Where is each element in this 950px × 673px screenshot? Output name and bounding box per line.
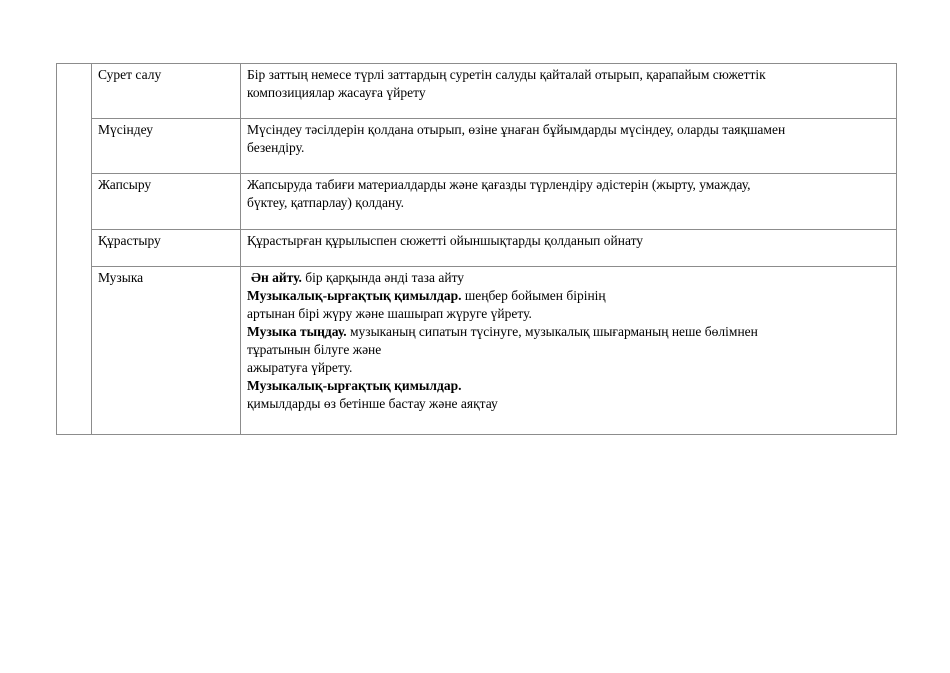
content-line — [247, 323, 891, 341]
topic-heading: Ән айту. — [251, 270, 302, 285]
subject-cell — [92, 64, 241, 119]
subject-label: Жапсыру — [98, 177, 152, 192]
subject-cell — [92, 174, 241, 230]
content-line — [247, 269, 891, 287]
content-line — [247, 341, 891, 359]
content-line: бүктеу, қатпарлау) қолдану. — [247, 195, 404, 210]
left-margin-cell — [57, 64, 92, 435]
table-row-applique — [57, 174, 897, 230]
content-cell — [241, 174, 897, 230]
subject-label: Музыка — [98, 270, 144, 285]
topic-heading: Музыкалық-ырғақтық қимылдар. — [247, 378, 462, 393]
content-line — [247, 305, 891, 323]
topic-text: бір қарқында әнді таза айту — [301, 270, 465, 285]
content-cell — [241, 230, 897, 267]
content-line — [247, 287, 891, 305]
content-cell — [241, 119, 897, 174]
content-line — [247, 395, 891, 413]
topic-heading: Музыкалық-ырғақтық қимылдар. — [247, 288, 462, 303]
subject-cell — [92, 267, 241, 435]
subject-cell — [92, 119, 241, 174]
curriculum-table — [56, 63, 897, 435]
content-line — [247, 359, 891, 377]
content-line: безендіру. — [247, 140, 305, 155]
table-row-music — [57, 267, 897, 435]
content-cell — [241, 64, 897, 119]
subject-cell — [92, 230, 241, 267]
content-line: Құрастырған құрылыспен сюжетті ойыншықтарды қолданып ойнату — [247, 233, 644, 248]
subject-label: Мүсіндеу — [98, 122, 153, 137]
table-row-construction — [57, 230, 897, 267]
topic-text: тұратынын білуге және — [247, 342, 382, 357]
subject-label: Сурет салу — [98, 67, 162, 82]
topic-text: артынан бірі жүру және шашырап жүруге үйрету. — [247, 306, 532, 321]
content-line: Мүсіндеу тәсілдерін қолдана отырып, өзіне ұнаған бұйымдарды мүсіндеу, оларды таяқшамен — [247, 122, 786, 137]
table-row-drawing — [57, 64, 897, 119]
topic-text: музыканың сипатын түсінуге, музыкалық шығарманың неше бөлімнен — [346, 324, 758, 339]
table-row-sculpting — [57, 119, 897, 174]
content-line: Бір заттың немесе түрлі заттардың суретін салуды қайталай отырып, қарапайым сюжеттік — [247, 67, 766, 82]
content-line — [247, 377, 891, 395]
content-line: композициялар жасауға үйрету — [247, 85, 426, 100]
content-cell — [241, 267, 897, 435]
subject-label: Құрастыру — [98, 233, 161, 248]
topic-heading: Музыка тыңдау. — [247, 324, 347, 339]
topic-text: қимылдарды өз бетінше бастау және аяқтау — [247, 396, 498, 411]
topic-text: шеңбер бойымен бірінің — [461, 288, 606, 303]
topic-text: ажыратуға үйрету. — [247, 360, 353, 375]
content-line: Жапсыруда табиғи материалдарды және қағазды түрлендіру әдістерін (жырту, умаждау, — [247, 177, 751, 192]
